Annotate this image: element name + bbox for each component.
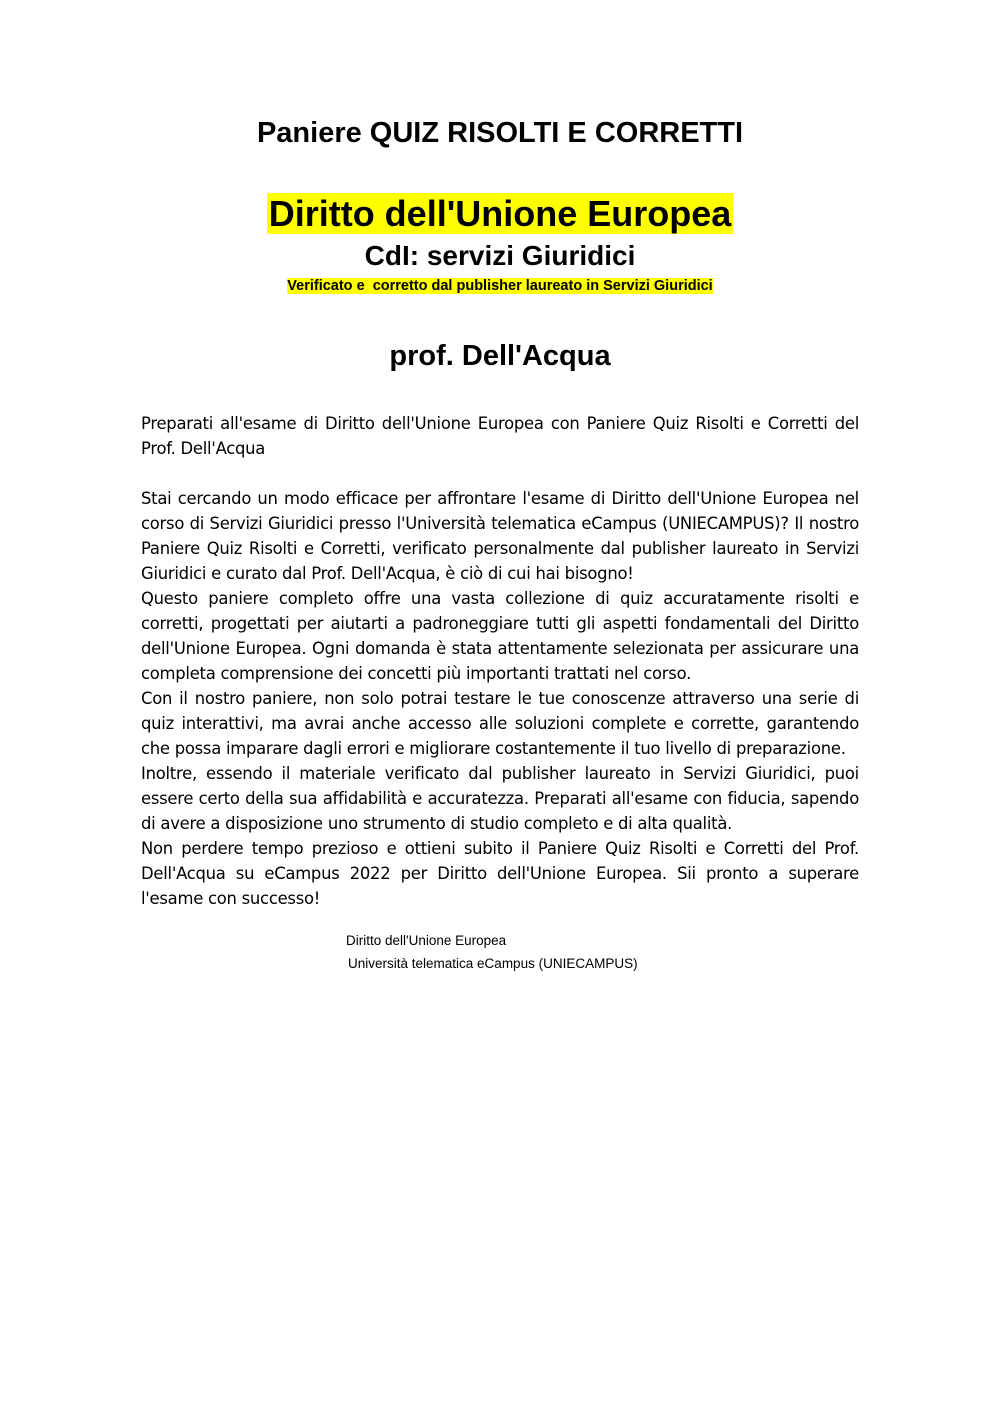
footer-university: Università telematica eCampus (UNIECAMPUS): [348, 956, 638, 971]
professor-heading: [0, 336, 1000, 376]
verification-note: [0, 276, 1000, 296]
intro-text: Preparati all'esame di Diritto dell'Unione Europea con Paniere Quiz Risolti e Corretti del Prof. Dell'Acqua: [141, 414, 859, 458]
footer-subject: Diritto dell'Unione Europea: [346, 933, 507, 948]
body-paragraphs: [141, 486, 859, 911]
verification-note-text: Verificato e corretto dal publisher laureato in Servizi Giuridici: [287, 278, 713, 294]
body-paragraph: Stai cercando un modo efficace per affrontare l'esame di Diritto dell'Unione Europea nel corso di Servizi Giuridici presso l'Università telematica eCampus (UNIECAMPUS)? Il nostro Paniere Quiz Risolti e Corretti, verificato personalmente dal publisher laureato in Servizi Giuridici e curato dal Prof. Dell'Acqua, è ciò di cui hai bisogno!: [141, 489, 859, 583]
subject-heading: [0, 191, 1000, 237]
degree-course-text: CdI: servizi Giuridici: [364, 240, 636, 271]
intro-paragraph: [141, 411, 859, 461]
document-title: [0, 113, 1000, 153]
professor-heading-text: prof. Dell'Acqua: [389, 340, 611, 372]
document-title-text: Paniere QUIZ RISOLTI E CORRETTI: [256, 117, 744, 149]
body-paragraph: Non perdere tempo prezioso e ottieni subito il Paniere Quiz Risolti e Corretti del Prof. Dell'Acqua su eCampus 2022 per Diritto dell'Unione Europea. Sii pronto a superare l'esame con successo!: [141, 839, 859, 908]
body-paragraph: Con il nostro paniere, non solo potrai testare le tue conoscenze attraverso una serie di quiz interattivi, ma avrai anche accesso alle soluzioni complete e corrette, garantendo che possa imparare dagli errori e migliorare costantemente il tuo livello di preparazione.: [141, 689, 859, 758]
degree-course-heading: [0, 238, 1000, 274]
body-paragraph: Questo paniere completo offre una vasta collezione di quiz accuratamente risolti e corretti, progettati per aiutarti a padroneggiare tutti gli aspetti fondamentali del Diritto dell'Unione Europea. Ogni domanda è stata attentamente selezionata per assicurare una completa comprensione dei concetti più importanti trattati nel corso.: [141, 589, 859, 683]
subject-heading-text: Diritto dell'Unione Europea: [268, 193, 732, 234]
body-paragraph: Inoltre, essendo il materiale verificato dal publisher laureato in Servizi Giuridici, puoi essere certo della sua affidabilità e accuratezza. Preparati all'esame con fiducia, sapendo di avere a disposizione uno strumento di studio completo e di alta qualità.: [141, 764, 859, 833]
